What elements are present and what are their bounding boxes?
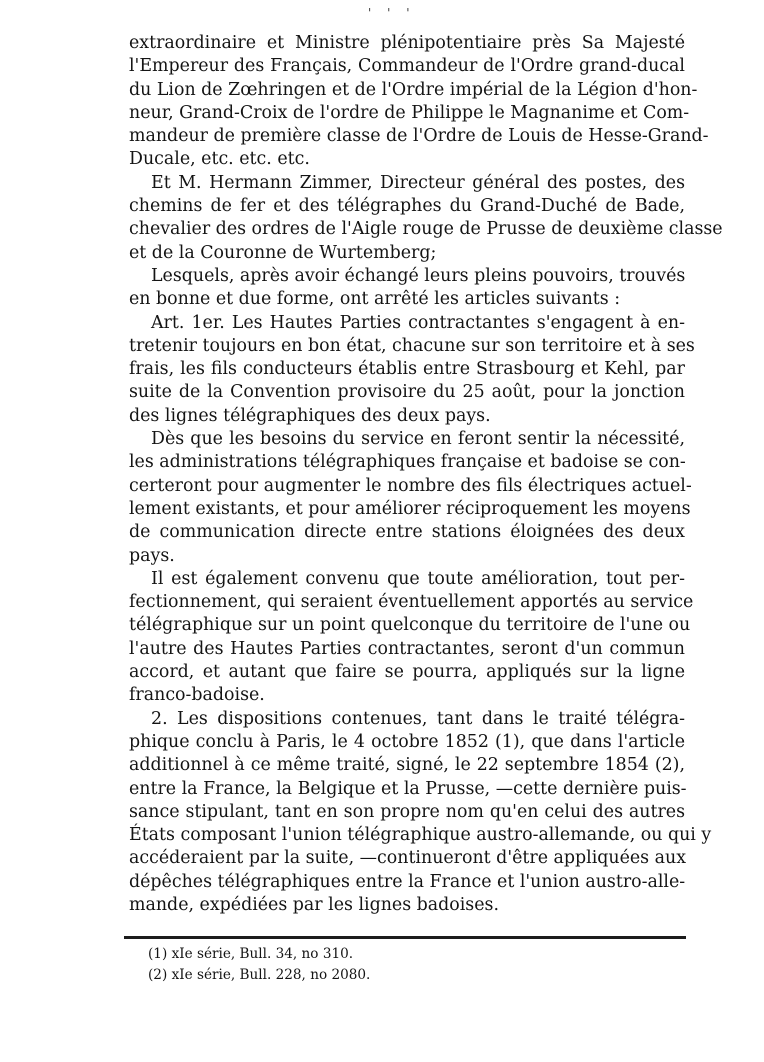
footnotes [148,944,468,986]
text-line: mandeur de première classe de l'Ordre de Louis de Hesse-Grand- [129,126,709,147]
text-line: accéderaient par la suite, —continueront d'être appliquées aux [129,848,687,869]
text-line: entre la France, la Belgique et la Prusse, —cette dernière puis- [129,778,687,799]
text-line: accord, et autant que faire se pourra, appliqués sur la ligne [129,662,685,683]
text-line: chevalier des ordres de l'Aigle rouge de Prusse de deuxième classe [129,219,723,240]
text-line: Ducale, etc. etc. etc. [129,149,310,170]
text-line: Lesquels, après avoir échangé leurs pleins pouvoirs, trouvés [151,265,686,286]
text-line: lement existants, et pour améliorer réciproquement les moyens [129,498,691,519]
text-line: l'Empereur des Français, Commandeur de l'Ordre grand-ducal [129,56,685,77]
text-line: tretenir toujours en bon état, chacune sur son territoire et à ses [129,335,695,356]
text-line: fectionnement, qui seraient éventuellement apportés au service [129,592,694,613]
article-1-heading-line: Art. 1er. Les Hautes Parties contractantes s'engagent à en- [151,312,685,333]
footnote-divider [124,936,686,939]
text-line: sance stipulant, tant en son propre nom qu'en celui des autres [129,801,685,822]
text-line: l'autre des Hautes Parties contractantes, seront d'un commun [129,638,685,659]
text-line: mande, expédiées par les lignes badoises. [129,894,499,915]
text-line: du Lion de Zœhringen et de l'Ordre impérial de la Légion d'hon- [129,79,698,100]
text-line: en bonne et due forme, ont arrêté les articles suivants : [129,289,621,310]
text-line: chemins de fer et des télégraphes du Grand-Duché de Bade, [129,196,685,217]
footnote-1: (1) xIe série, Bull. 34, no 310. [148,946,354,962]
text-line: des lignes télégraphiques des deux pays. [129,405,491,426]
article-2-heading-line: 2. Les dispositions contenues, tant dans le traité télégra- [151,708,685,729]
text-line: dépêches télégraphiques entre la France et l'union austro-alle- [129,871,686,892]
text-line: télégraphique sur un point quelconque du territoire de l'une ou [129,615,691,636]
text-line: et de la Couronne de Wurtemberg; [129,242,437,263]
body-text [129,32,723,917]
text-line: les administrations télégraphiques française et badoise se con- [129,452,686,473]
text-line: suite de la Convention provisoire du 25 août, pour la jonction [129,382,685,403]
text-line: pays. [129,545,175,566]
page-top-mark: ' ' ' [368,6,416,20]
text-line: extraordinaire et Ministre plénipotentiaire près Sa Majesté [129,33,685,53]
text-line: de communication directe entre stations éloignées des deux [129,522,685,543]
text-line: franco-badoise. [129,685,265,706]
text-line: frais, les fils conducteurs établis entre Strasbourg et Kehl, par [129,359,685,380]
text-line: États composant l'union télégraphique austro-allemande, ou qui y [129,825,712,846]
text-line: Il est également convenu que toute amélioration, tout per- [151,568,685,589]
text-line: neur, Grand-Croix de l'ordre de Philippe le Magnanime et Com- [129,102,690,123]
text-line: additionnel à ce même traité, signé, le 22 septembre 1854 (2), [129,755,685,776]
text-line: certeront pour augmenter le nombre des fils électriques actuel- [129,475,692,496]
text-line: Et M. Hermann Zimmer, Directeur général des postes, des [151,172,685,193]
text-line: Dès que les besoins du service en feront sentir la nécessité, [151,429,685,450]
footnote-2: (2) xIe série, Bull. 228, no 2080. [148,967,371,983]
text-line: phique conclu à Paris, le 4 octobre 1852 (1), que dans l'article [129,731,685,752]
